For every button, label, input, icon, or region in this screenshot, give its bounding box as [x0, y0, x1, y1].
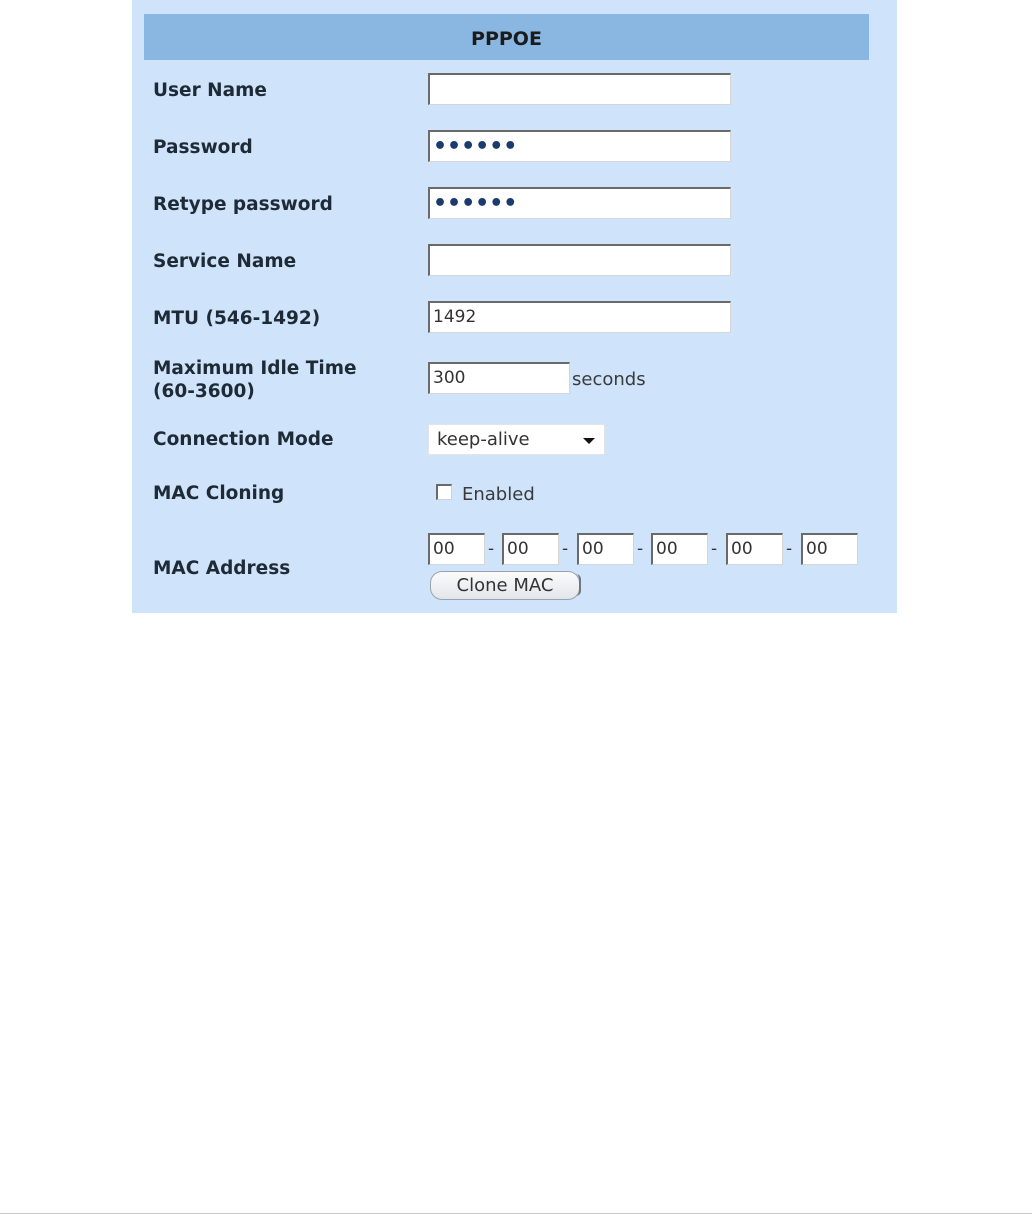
mac-octet-3[interactable]: 00 — [577, 533, 634, 565]
panel-title: PPPOE — [144, 14, 869, 60]
chevron-down-icon — [583, 438, 595, 444]
mac-separator: - — [562, 539, 569, 559]
mtu-label: MTU (546-1492) — [153, 308, 321, 329]
mac-separator: - — [711, 539, 718, 559]
idle-time-unit: seconds — [572, 369, 646, 390]
connection-mode-label: Connection Mode — [153, 429, 334, 450]
idle-time-label — [153, 357, 357, 403]
mac-octet-1[interactable]: 00 — [428, 533, 485, 565]
user-name-label: User Name — [153, 80, 267, 101]
service-name-input[interactable] — [428, 244, 731, 276]
retype-password-input[interactable]: •••••• — [428, 187, 731, 219]
connection-mode-select[interactable] — [428, 424, 605, 455]
idle-time-input[interactable]: 300 — [428, 362, 570, 394]
mac-address-label: MAC Address — [153, 558, 291, 579]
clone-mac-button-edge — [576, 574, 581, 596]
idle-time-label-line2: (60-3600) — [153, 381, 255, 402]
mac-separator: - — [488, 539, 495, 559]
mac-octet-4[interactable]: 00 — [651, 533, 708, 565]
retype-password-label: Retype password — [153, 194, 333, 215]
mac-separator: - — [786, 539, 793, 559]
mac-cloning-label: MAC Cloning — [153, 483, 285, 504]
mtu-input[interactable]: 1492 — [428, 301, 731, 333]
connection-mode-value: keep-alive — [437, 429, 530, 450]
user-name-input[interactable] — [428, 73, 731, 105]
footer-divider — [0, 1213, 1032, 1214]
service-name-label: Service Name — [153, 251, 297, 272]
clone-mac-button[interactable]: Clone MAC — [430, 571, 580, 600]
idle-time-label-line1: Maximum Idle Time — [153, 358, 357, 379]
mac-octet-2[interactable]: 00 — [502, 533, 559, 565]
mac-cloning-checkbox[interactable] — [436, 484, 452, 500]
mac-cloning-enabled-label: Enabled — [462, 484, 535, 505]
password-input[interactable]: •••••• — [428, 130, 731, 162]
mac-octet-6[interactable]: 00 — [801, 533, 858, 565]
mac-octet-5[interactable]: 00 — [726, 533, 783, 565]
mac-separator: - — [637, 539, 644, 559]
pppoe-panel — [132, 0, 897, 613]
password-label: Password — [153, 137, 253, 158]
